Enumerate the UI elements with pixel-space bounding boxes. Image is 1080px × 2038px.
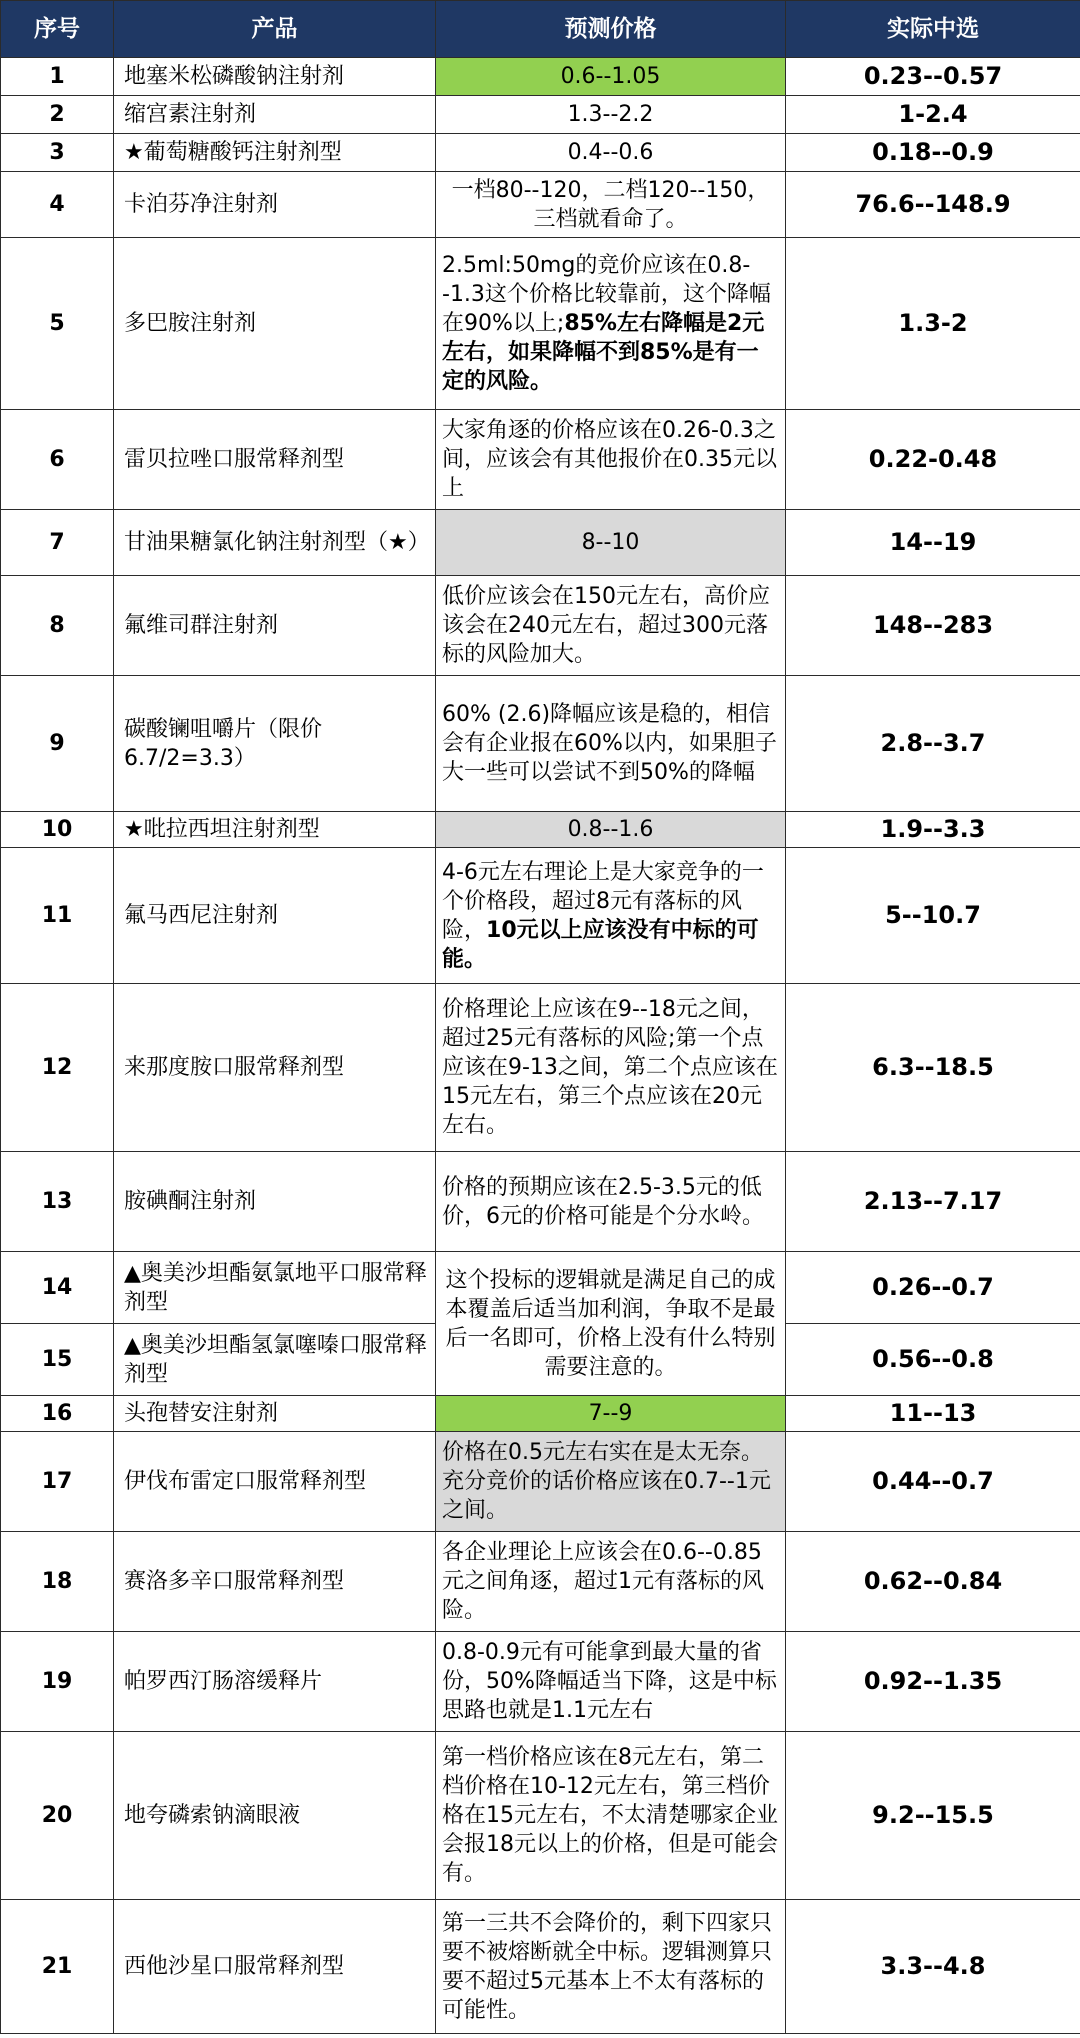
row-no: 16	[1, 1396, 114, 1432]
row-actual: 0.44--0.7	[786, 1432, 1080, 1532]
row-product: 碳酸镧咀嚼片（限价6.7/2=3.3）	[114, 676, 436, 812]
row-product: 地塞米松磷酸钠注射剂	[114, 58, 436, 96]
row-no: 15	[1, 1324, 114, 1396]
row-predicted: 这个投标的逻辑就是满足自己的成本覆盖后适当加利润，争取不是最后一名即可，价格上没有什么特别需要注意的。	[436, 1252, 786, 1396]
row-predicted: 0.8--1.6	[436, 812, 786, 848]
row-product: ★葡萄糖酸钙注射剂型	[114, 134, 436, 172]
row-actual: 0.56--0.8	[786, 1324, 1080, 1396]
row-no: 20	[1, 1732, 114, 1900]
table-row	[1, 134, 1080, 172]
row-actual: 1-2.4	[786, 96, 1080, 134]
row-predicted: 大家角逐的价格应该在0.26-0.3之间，应该会有其他报价在0.35元以上	[436, 410, 786, 510]
table-row	[1, 676, 1080, 812]
row-actual: 0.92--1.35	[786, 1632, 1080, 1732]
row-no: 19	[1, 1632, 114, 1732]
row-predicted	[436, 238, 786, 410]
header-product: 产品	[114, 1, 436, 58]
row-predicted	[436, 848, 786, 984]
row-no: 6	[1, 410, 114, 510]
row-product: 甘油果糖氯化钠注射剂型（★）	[114, 510, 436, 576]
table-row	[1, 984, 1080, 1152]
row-actual: 0.18--0.9	[786, 134, 1080, 172]
table-row	[1, 1396, 1080, 1432]
row-no: 13	[1, 1152, 114, 1252]
row-product: ★吡拉西坦注射剂型	[114, 812, 436, 848]
row-actual: 0.23--0.57	[786, 58, 1080, 96]
header-no: 序号	[1, 1, 114, 58]
row-predicted: 8--10	[436, 510, 786, 576]
row-no: 5	[1, 238, 114, 410]
row-actual: 3.3--4.8	[786, 1900, 1080, 2034]
predicted-bold-text: 10元以上应该没有中标的可能。	[442, 917, 759, 972]
table-row	[1, 576, 1080, 676]
row-product: 来那度胺口服常释剂型	[114, 984, 436, 1152]
row-actual: 148--283	[786, 576, 1080, 676]
table-header-row	[1, 1, 1080, 58]
row-actual: 0.26--0.7	[786, 1252, 1080, 1324]
table-row	[1, 58, 1080, 96]
row-product: 雷贝拉唑口服常释剂型	[114, 410, 436, 510]
row-no: 11	[1, 848, 114, 984]
row-product: ▲奥美沙坦酯氢氯噻嗪口服常释剂型	[114, 1324, 436, 1396]
table-row	[1, 812, 1080, 848]
table-row	[1, 510, 1080, 576]
table-row	[1, 848, 1080, 984]
row-no: 8	[1, 576, 114, 676]
row-predicted: 各企业理论上应该会在0.6--0.85元之间角逐，超过1元有落标的风险。	[436, 1532, 786, 1632]
row-predicted: 7--9	[436, 1396, 786, 1432]
row-no: 4	[1, 172, 114, 238]
row-product: 头孢替安注射剂	[114, 1396, 436, 1432]
row-product: 赛洛多辛口服常释剂型	[114, 1532, 436, 1632]
row-actual: 76.6--148.9	[786, 172, 1080, 238]
row-actual: 11--13	[786, 1396, 1080, 1432]
table-row	[1, 1732, 1080, 1900]
row-no: 9	[1, 676, 114, 812]
row-actual: 5--10.7	[786, 848, 1080, 984]
row-actual: 1.9--3.3	[786, 812, 1080, 848]
row-predicted: 低价应该会在150元左右，高价应该会在240元左右，超过300元落标的风险加大。	[436, 576, 786, 676]
row-product: 伊伐布雷定口服常释剂型	[114, 1432, 436, 1532]
row-product: 氟维司群注射剂	[114, 576, 436, 676]
row-no: 1	[1, 58, 114, 96]
row-predicted: 价格的预期应该在2.5-3.5元的低价，6元的价格可能是个分水岭。	[436, 1152, 786, 1252]
header-predicted-price: 预测价格	[436, 1, 786, 58]
row-predicted: 0.6--1.05	[436, 58, 786, 96]
row-predicted: 第一三共不会降价的，剩下四家只要不被熔断就全中标。逻辑测算只要不超过5元基本上不太有落标的可能性。	[436, 1900, 786, 2034]
table-row	[1, 1432, 1080, 1532]
predicted-text: 2.5ml:50mg的竞价应该在0.8--1.3这个价格比较靠前，这个降幅在90%以上;	[442, 253, 771, 336]
row-no: 7	[1, 510, 114, 576]
row-predicted: 价格在0.5元左右实在是太无奈。充分竞价的话价格应该在0.7--1元之间。	[436, 1432, 786, 1532]
row-predicted: 0.4--0.6	[436, 134, 786, 172]
row-product: 胺碘酮注射剂	[114, 1152, 436, 1252]
row-product: 帕罗西汀肠溶缓释片	[114, 1632, 436, 1732]
table-row	[1, 410, 1080, 510]
row-product: 缩宫素注射剂	[114, 96, 436, 134]
row-actual: 1.3-2	[786, 238, 1080, 410]
table-row	[1, 1152, 1080, 1252]
row-product: 地夸磷索钠滴眼液	[114, 1732, 436, 1900]
row-actual: 14--19	[786, 510, 1080, 576]
row-predicted: 60% (2.6)降幅应该是稳的，相信会有企业报在60%以内，如果胆子大一些可以尝试不到50%的降幅	[436, 676, 786, 812]
row-predicted: 价格理论上应该在9--18元之间，超过25元有落标的风险;第一个点应该在9-13之间，第二个点应该在15元左右，第三个点应该在20元左右。	[436, 984, 786, 1152]
row-actual: 9.2--15.5	[786, 1732, 1080, 1900]
row-product: 多巴胺注射剂	[114, 238, 436, 410]
row-predicted: 第一档价格应该在8元左右，第二档价格在10-12元左右，第三档价格在15元左右，不太清楚哪家企业会报18元以上的价格，但是可能会有。	[436, 1732, 786, 1900]
predicted-bold-text: 85%左右降幅是2元左右，如果降幅不到85%是有一定的风险。	[442, 311, 765, 394]
row-actual: 2.8--3.7	[786, 676, 1080, 812]
table-row	[1, 1252, 1080, 1324]
row-no: 10	[1, 812, 114, 848]
table-row	[1, 1532, 1080, 1632]
row-actual: 0.22-0.48	[786, 410, 1080, 510]
row-predicted: 1.3--2.2	[436, 96, 786, 134]
row-no: 14	[1, 1252, 114, 1324]
row-no: 18	[1, 1532, 114, 1632]
row-no: 3	[1, 134, 114, 172]
row-no: 17	[1, 1432, 114, 1532]
row-product: ▲奥美沙坦酯氨氯地平口服常释剂型	[114, 1252, 436, 1324]
row-predicted: 一档80--120，二档120--150，三档就看命了。	[436, 172, 786, 238]
table-row	[1, 172, 1080, 238]
table-row	[1, 1900, 1080, 2034]
row-product: 卡泊芬净注射剂	[114, 172, 436, 238]
header-actual-selected: 实际中选	[786, 1, 1080, 58]
row-product: 西他沙星口服常释剂型	[114, 1900, 436, 2034]
row-no: 12	[1, 984, 114, 1152]
row-predicted: 0.8-0.9元有可能拿到最大量的省份，50%降幅适当下降，这是中标思路也就是1.1元左右	[436, 1632, 786, 1732]
row-product: 氟马西尼注射剂	[114, 848, 436, 984]
table-row	[1, 96, 1080, 134]
row-actual: 0.62--0.84	[786, 1532, 1080, 1632]
row-no: 2	[1, 96, 114, 134]
row-actual: 2.13--7.17	[786, 1152, 1080, 1252]
row-no: 21	[1, 1900, 114, 2034]
table-row	[1, 238, 1080, 410]
predicted-text: 4-6元左右理论上是大家竞争的一个价格段，超过8元有落标的风险，	[442, 859, 764, 943]
row-actual: 6.3--18.5	[786, 984, 1080, 1152]
table-row	[1, 1632, 1080, 1732]
